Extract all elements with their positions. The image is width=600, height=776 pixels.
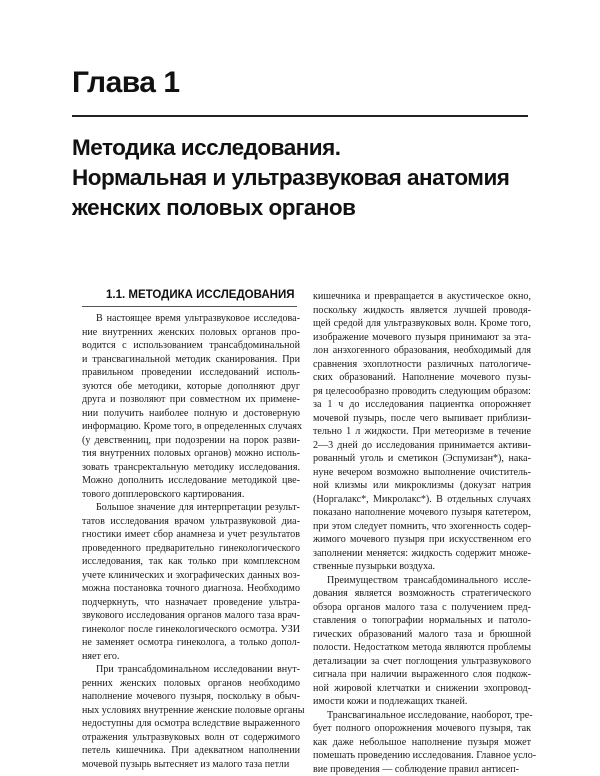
text-line: наполнение мочевого пузыря, поскольку в обыч- <box>82 690 300 704</box>
text-line: 2—3 дней до исследования принимается активи- <box>313 439 531 453</box>
text-line: ние внутренних женских половых органов про- <box>82 326 300 340</box>
text-line: тового допплеровского картирования. <box>82 488 300 502</box>
text-line: гинеколог после гинекологического осмотра. УЗИ <box>82 623 300 637</box>
text-line: петель кишечника. При адекватном наполнении <box>82 744 300 758</box>
text-line: как даже небольшое наполнение пузыря может <box>313 736 531 750</box>
text-line: сигнала при наличии выраженного слоя подкож- <box>313 668 531 682</box>
text-line: лон анэхогенного образования, необходимый для <box>313 344 531 358</box>
text-line: няет его. <box>82 650 300 664</box>
text-line: и трансвагинальной методик сканирования. При <box>82 353 300 367</box>
section-title-line: женских половых органов <box>72 193 542 223</box>
subsection-divider <box>82 306 297 307</box>
text-line: В настоящее время ультразвуковое исследова- <box>82 312 300 326</box>
text-line: ной жировой клетчатки и снижении эхопровод- <box>313 682 531 696</box>
text-line: помешать проведению исследования. Главное усло- <box>313 749 531 763</box>
text-line: бует полного опорожнения мочевого пузыря, так <box>313 722 531 736</box>
text-line: недоступны для осмотра вследствие выраженного <box>82 717 300 731</box>
text-line: поскольку жидкость является лучшей проводя- <box>313 304 531 318</box>
text-line: звукового исследования органов малого таза врач- <box>82 609 300 623</box>
text-line: зуются обе методики, которые дополняют друг <box>82 380 300 394</box>
section-title <box>72 133 542 223</box>
text-line: Преимуществом трансабдоминального иссле- <box>313 574 531 588</box>
text-line: исследования, так как только при комплексном <box>82 555 300 569</box>
subsection-title: 1.1. МЕТОДИКА ИССЛЕДОВАНИЯ <box>106 289 294 301</box>
text-line: мочевой пузырь, после чего выпивает приблизи- <box>313 412 531 426</box>
text-line: тия внутренних половых органов) можно исполь- <box>82 447 300 461</box>
text-line: полости. Недостатком метода являются проблемы <box>313 641 531 655</box>
text-line: водится с использованием трансабдоминальной <box>82 339 300 353</box>
text-line: заполнении меняется: жидкость содержит множе- <box>313 547 531 561</box>
text-line: гических образований малого таза и брюшной <box>313 628 531 642</box>
text-line: ря целесообразно проводить следующим образом: <box>313 385 531 399</box>
right-text-column <box>313 290 531 776</box>
text-line: при этом следует помнить, что эхогенность содер- <box>313 520 531 534</box>
left-text-column <box>82 312 300 771</box>
text-line: нуне вечером возможно выполнение очиститель- <box>313 466 531 480</box>
text-line: учете клинических и эхографических данных воз- <box>82 569 300 583</box>
text-line: ной клизмы или микроклизмы (докузат натрия <box>313 479 531 493</box>
text-line: имости кожи и подлежащих тканей. <box>313 695 531 709</box>
text-line: за 1 ч до исследования пациентка опорожняет <box>313 398 531 412</box>
section-title-line: Нормальная и ультразвуковая анатомия <box>72 163 542 193</box>
text-line: Трансвагинальное исследование, наоборот, тре- <box>313 709 531 723</box>
text-line: жимого мочевого пузыря при искусственном его <box>313 533 531 547</box>
text-line: тельно 1 л жидкости. При метеоризме в течение <box>313 425 531 439</box>
text-line: ственные пузырьки воздуха. <box>313 560 531 574</box>
text-line: татов исследования врачом ультразвуковой диа- <box>82 515 300 529</box>
text-line: ставления о топографии нормальных и патоло- <box>313 614 531 628</box>
text-line: детализации за счет поглощения ультразвукового <box>313 655 531 669</box>
text-line: (у девственниц, при подозрении на порок разви- <box>82 434 300 448</box>
text-line: зовать трансректальную методику исследования. <box>82 461 300 475</box>
text-line: изображение мочевого пузыря принимают за эта- <box>313 331 531 345</box>
text-line: гностики имеет сбор анамнеза и учет результатов <box>82 528 300 542</box>
text-line: показано наполнение мочевого пузыря катетером, <box>313 506 531 520</box>
text-line: информацию. Кроме того, в определенных случаях <box>82 420 300 434</box>
text-line: отражения ультразвуковых волн от содержимого <box>82 731 300 745</box>
text-line: правильном проведении исследований исполь- <box>82 366 300 380</box>
text-line: При трансабдоминальном исследовании внут- <box>82 663 300 677</box>
text-line: ренних женских половых органов необходимо <box>82 677 300 691</box>
section-title-line: Методика исследования. <box>72 133 542 163</box>
text-line: друга и позволяют при совместном их примене- <box>82 393 300 407</box>
text-line: нии получить наиболее полную и достоверную <box>82 407 300 421</box>
text-line: обзора органов малого таза с получением пред- <box>313 601 531 615</box>
text-line: проведенного предварительно гинекологического <box>82 542 300 556</box>
text-line: подчеркнуть, что назначает проведение ультра- <box>82 596 300 610</box>
text-line: рованный уголь и сметикон (Эспумизан*), нака- <box>313 452 531 466</box>
text-line: сравнения эхоплотности различных патологиче- <box>313 358 531 372</box>
text-line: Можно дополнить исследование методикой цве- <box>82 474 300 488</box>
text-line: мочевой пузырь вытесняет из малого таза петли <box>82 758 300 772</box>
text-line: ных условиях внутренние женские половые органы <box>82 704 300 718</box>
text-line: Большое значение для интерпретации результ- <box>82 501 300 515</box>
text-line: можна постановка точного диагноза. Необходимо <box>82 582 300 596</box>
text-line: вие проведения — соблюдение правил антисеп- <box>313 763 531 776</box>
text-line: дования является возможность стратегического <box>313 587 531 601</box>
chapter-divider <box>72 115 528 117</box>
text-line: кишечника и превращается в акустическое окно, <box>313 290 531 304</box>
text-line: не заменяет осмотра гинеколога, а только допол- <box>82 636 300 650</box>
text-line: ских образований. Наполнение мочевого пузы- <box>313 371 531 385</box>
text-line: (Норгалакс*, Микролакс*). В отдельных случаях <box>313 493 531 507</box>
chapter-title: Глава 1 <box>72 66 180 100</box>
text-line: щей средой для ультразвуковых волн. Кроме того, <box>313 317 531 331</box>
